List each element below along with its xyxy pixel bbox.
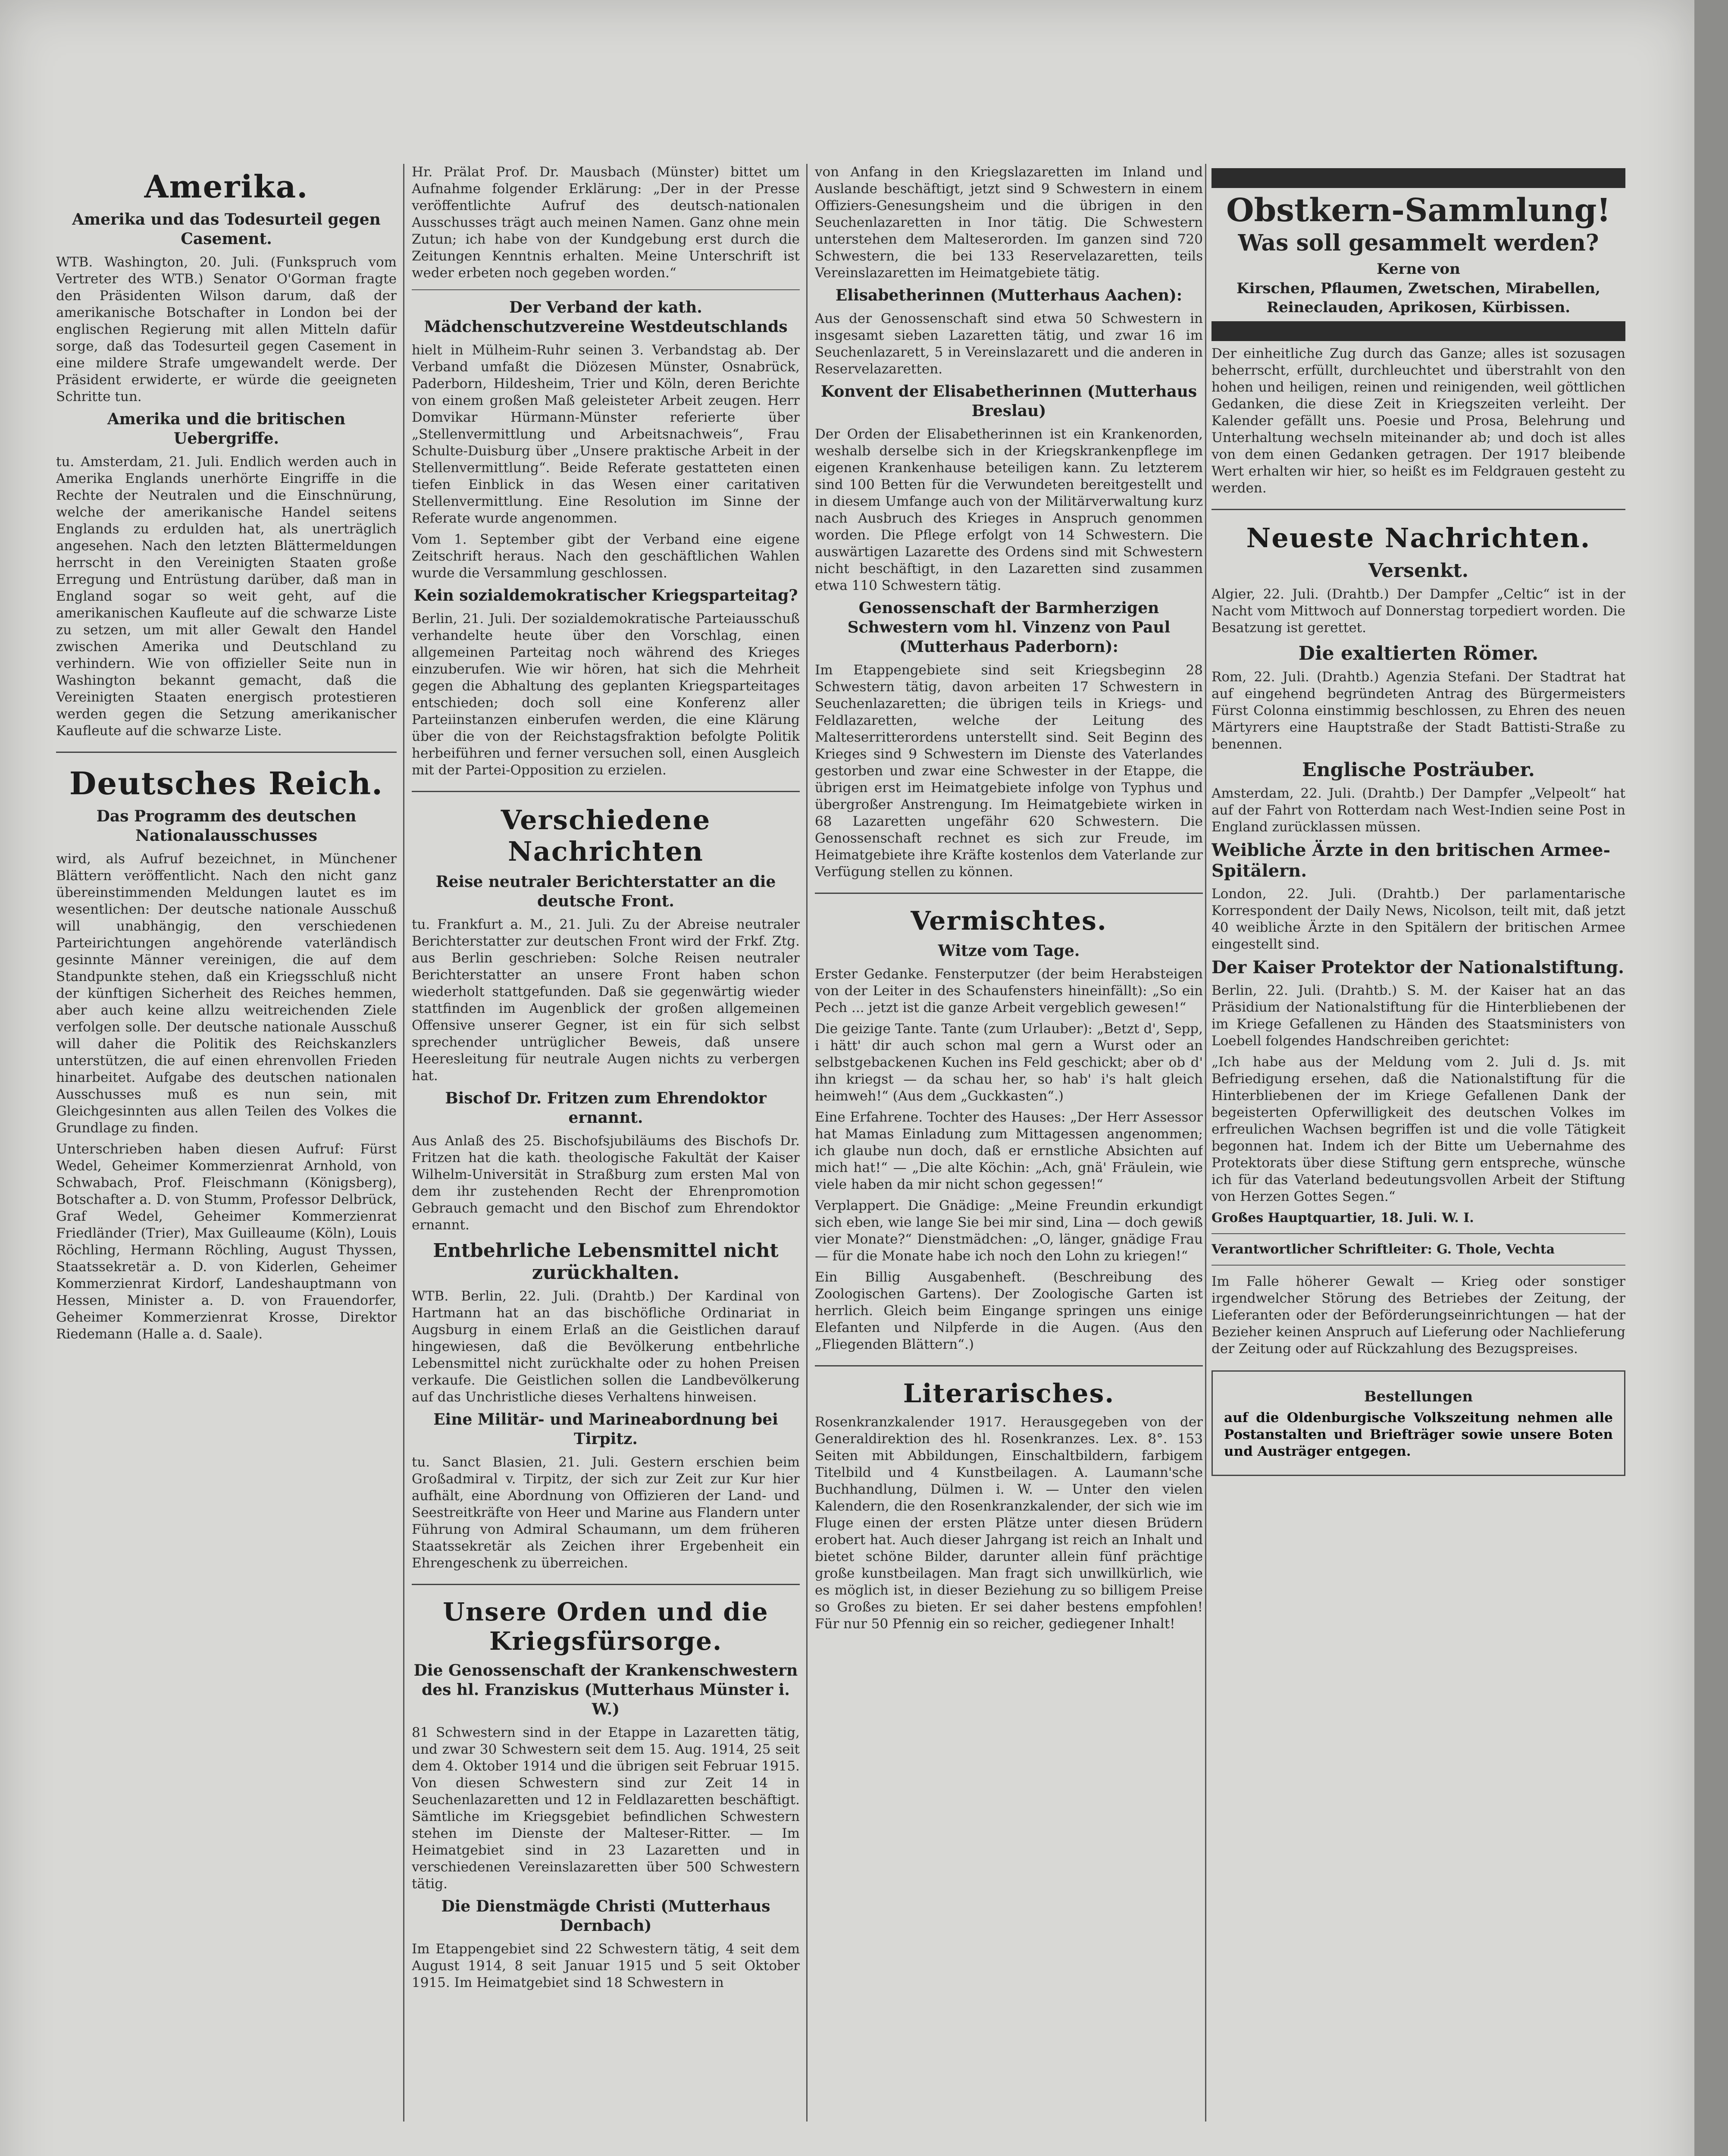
article-title: Die Dienstmägde Christi (Mutterhaus Dernbach) <box>441 1897 770 1935</box>
section-heading-neueste-nachrichten: Neueste Nachrichten. <box>1246 522 1591 554</box>
divider <box>1211 509 1625 510</box>
article-title: Das Programm des deutschen Nationalausschusses <box>96 807 357 845</box>
ad-bar <box>1211 168 1625 188</box>
box-heading: Bestellungen <box>1364 1388 1473 1405</box>
article-text: Erster Gedanke. Fensterputzer (der beim Herabsteigen von der Leiter in des Schaufensters hineinfällt): „So ein Pech ... jetzt ist die ganze Arbeit vergeblich gewesen!“ <box>815 966 1203 1015</box>
divider <box>412 289 800 290</box>
article-heading: Entbehrliche Lebensmittel nicht zurückhalten. <box>433 1240 779 1284</box>
article-text: tu. Frankfurt a. M., 21. Juli. Zu der Abreise neutraler Berichterstatter zur deutschen Front wird der Frkf. Ztg. aus Berlin geschrieben: Solche Reisen neutraler Berichterstatter an unsere Front haben schon wiederholt stattgefunden. Daß sie gegenwärtig wieder stattfinden im Augenblick der großen allgemeinen Offensive unserer Gegner, ist ein für sich selbst sprechender untrüglicher Beweis, daß unsere Heeresleitung für neutrale Augen nichts zu verbergen hat. <box>412 917 800 1084</box>
divider <box>56 752 397 753</box>
article-title: Konvent der Elisabetherinnen (Mutterhaus Breslau) <box>820 382 1197 420</box>
editor-line: Verantwortlicher Schriftleiter: G. Thole, Vechta <box>1211 1241 1555 1257</box>
article-heading: Weibliche Ärzte in den britischen Armee-Spitälern. <box>1211 840 1611 881</box>
article-heading: Die exaltierten Römer. <box>1298 642 1539 664</box>
section-heading-amerika: Amerika. <box>144 168 309 205</box>
article-heading: Der Kaiser Protektor der Nationalstiftung. <box>1211 957 1624 978</box>
article-text: „Ich habe aus der Meldung vom 2. Juli d. Js. mit Befriedigung ersehen, daß die Nationalstiftung für die Hinterbliebenen der im Kriege Gefallenen Dank der begeisterten Opferwilligkeit des deutschen Volkes im erfreulichen Wachsen begriffen ist und die volle Tätigkeit begonnen hat. Indem ich der Bitte um Uebernahme des Protektorats über diese Stiftung gern entspreche, wünsche ich für das Vaterland bedeutungsvollen Arbeit der Stiftung von Herzen Gottes Segen.“ <box>1211 1054 1625 1204</box>
ad-bar <box>1211 321 1625 341</box>
article-text: Im Etappengebiet sind 22 Schwestern tätig, 4 seit dem August 1914, 8 seit Januar 1915 und 5 seit Oktober 1915. Im Heimatgebiet sind 18 Schwestern in <box>412 1941 800 1990</box>
article-text: Aus der Genossenschaft sind etwa 50 Schwestern in insgesamt sieben Lazaretten tätig, und zwar 16 im Seuchenlazarett, 5 in Vereinslazarett und die anderen in Reservelazaretten. <box>815 311 1203 377</box>
article-title: Witze vom Tage. <box>938 942 1080 960</box>
signature-line: Großes Hauptquartier, 18. Juli. W. I. <box>1211 1210 1474 1225</box>
column-4 <box>1211 164 1625 2130</box>
article-title: Amerika und die britischen Uebergriffe. <box>107 410 346 448</box>
page-edge-shadow <box>1694 0 1728 2156</box>
article-title: Eine Militär- und Marineabordnung bei Tirpitz. <box>433 1410 778 1448</box>
divider <box>1211 1265 1625 1266</box>
article-text: Algier, 22. Juli. (Drahtb.) Der Dampfer „Celtic“ ist in der Nacht vom Mittwoch auf Donnerstag torpediert worden. Die Besatzung ist gerettet. <box>1211 586 1625 636</box>
column-rule <box>806 164 808 2122</box>
article-title: Bischof Dr. Fritzen zum Ehrendoktor ernannt. <box>445 1089 767 1127</box>
article-text: Unterschrieben haben diesen Aufruf: Fürst Wedel, Geheimer Kommerzienrat Arnhold, von Schwabach, Prof. Fleischmann (Königsberg), Botschafter a. D. von Stumm, Professor Delbrück, Graf Wedel, Geheimer Kommerzienrat Friedländer (Trier), Max Guilleaume (Köln), Louis Röchling, Hermann Röchling, August Thyssen, Staatssekretär a. D. von Kiderlen, Geheimer Kommerzienrat Kirdorf, Landeshauptmann von Hessen, Minister a. D. von Frauendorfer, Geheimer Kommerzienrat Krosse, Direktor Riedemann (Halle a. d. Saale). <box>56 1141 397 1342</box>
section-heading-literarisches: Literarisches. <box>903 1379 1115 1409</box>
ad-question: Was soll gesammelt werden? <box>1238 230 1599 257</box>
article-text: Rosenkranzkalender 1917. Herausgegeben von der Generaldirektion des hl. Rosenkranzes. Lex. 8°. 153 Seiten mit Abbildungen, Einschaltbildern, farbigem Titelbild und 4 Kunstbeilagen. A. Laumann'sche Buchhandlung, Dülmen i. W. — Unter den vielen Kalendern, die den Rosenkranzkalender, der sich wie im Fluge einen der ersten Plätze unter diesen Brüdern erobert hat. Auch dieser Jahrgang ist reich an Inhalt und bietet schöne Bilder, darunter allein fünf prächtige große kunstbeilagen. Man fragt sich unwillkürlich, wie es möglich ist, in dieser Beziehung zu so billigem Preise so Großes zu bieten. Er sei daher bestens empfohlen! Für nur 50 Pfennig ein so reicher, gediegener Inhalt! <box>815 1414 1203 1632</box>
notice-text: Im Falle höherer Gewalt — Krieg oder sonstiger irgendwelcher Störung des Betriebes der Zeitung, der Lieferanten oder der Beförderungseinrichtungen — hat der Bezieher keinen Anspruch auf Lieferung oder Nachlieferung der Zeitung oder auf Rückzahlung des Bezugspreises. <box>1211 1273 1625 1357</box>
article-title: Reise neutraler Berichterstatter an die deutsche Front. <box>435 873 776 910</box>
article-heading: Englische Posträuber. <box>1302 758 1535 781</box>
article-title: Der Verband der kath. Mädchenschutzvereine Westdeutschlands <box>424 298 788 336</box>
divider <box>412 791 800 792</box>
article-text: tu. Sanct Blasien, 21. Juli. Gestern erschien beim Großadmiral v. Tirpitz, der sich zur Zeit zur Kur hier aufhält, eine Abordnung von Offizieren der Land- und Seestreitkräfte von Heer und Marine aus Flandern unter Führung von Admiral Schaumann, um dem früheren Staatssekretär als Zeichen ihrer Ergebenheit ein Ehrengeschenk zu überreichen. <box>412 1454 800 1571</box>
article-text: 81 Schwestern sind in der Etappe in Lazaretten tätig, und zwar 30 Schwestern seit dem 15. Aug. 1914, 25 seit dem 4. Oktober 1914 und die übrigen seit Februar 1915. Von diesen Schwestern sind zur Zeit 14 in Seuchenlazaretten und 12 in Feldlazaretten beschäftigt. Sämtliche im Kriegsgebiet befindlichen Schwestern stehen im Dienste der Malteser-Ritter. — Im Heimatgebiet sind in 23 Lazaretten und in verschiedenen Vereinslazaretten über 500 Schwestern tätig. <box>412 1725 800 1892</box>
article-text: von Anfang in den Kriegslazaretten im Inland und Auslande beschäftigt, jetzt sind 9 Schwestern in einem Offiziers-Genesungsheim und die übrigen in den Seuchenlazaretten in Inor tätig. Die Schwestern unterstehen dem Malteserorden. Im ganzen sind 720 Schwestern, die bei 133 Reservelazaretten, teils Vereinslazaretten im Heimatgebiete tätig. <box>815 164 1203 281</box>
column-1 <box>56 164 397 2130</box>
section-heading-orden: Unsere Orden und die Kriegsfürsorge. <box>443 1597 769 1656</box>
column-rule <box>403 164 404 2122</box>
article-text: Im Etappengebiete sind seit Kriegsbeginn 28 Schwestern tätig, davon arbeiten 17 Schwestern in Seuchenlazaretten; die übrigen teils in Kriegs- und Feldlazaretten, welche der Leitung des Malteserritterordens unterstellt sind. Seit Beginn des Krieges sind 9 Schwestern im Dienste des Vaterlandes gestorben und zwar eine Schwester in der Etappe, die übrigen erst im Heimatgebiete infolge von Typhus und übergroßer Anstrengung. Im Heimatgebiete wirken in 68 Lazaretten ungefähr 620 Schwestern. Die Genossenschaft rechnet es sich zur Freude, im Heimatgebiete ihre Kräfte kostenlos dem Vaterlande zur Verfügung stellen zu können. <box>815 662 1203 880</box>
article-title: Die Genossenschaft der Krankenschwestern des hl. Franziskus (Mutterhaus Münster i. W.) <box>413 1661 798 1718</box>
column-2 <box>412 164 800 2130</box>
divider <box>815 1365 1203 1366</box>
article-text: tu. Amsterdam, 21. Juli. Endlich werden auch in Amerika Englands unerhörte Eingriffe in die Rechte der Neutralen und die Einschnürung, welche der amerikanische Handel seitens Englands zu erdulden hat, als unerträglich angesehen. Nach den letzten Blättermeldungen herrscht in den Vereinigten Staaten große Erregung und Entrüstung darüber, daß man in England sogar so weit geht, auf die amerikanischen Kaufleute auf die schwarze Liste zu setzen, um mit aller Gewalt den Handel zwischen Amerika und Deutschland zu verhindern. Wie von offizieller Seite nun in Washington bekannt gemacht, daß die Vereinigten Staaten energisch protestieren werden gegen die Setzung amerikanischer Kaufleute auf die schwarze Liste. <box>56 454 397 739</box>
article-text: Hr. Prälat Prof. Dr. Mausbach (Münster) bittet um Aufnahme folgender Erklärung: „Der in der Presse veröffentlichte Aufruf des deutsch-nationalen Ausschusses trägt auch meinen Namen. Ganz ohne mein Zutun; ich habe von der Kundgebung erst durch die Zeitungen Kenntnis erhalten. Meine Unterschrift ist weder erbeten noch gegeben worden.“ <box>412 164 800 281</box>
divider <box>1211 1233 1625 1234</box>
section-heading-vermischtes: Vermischtes. <box>911 906 1107 936</box>
column-rule <box>1205 164 1206 2122</box>
divider <box>815 893 1203 894</box>
subscription-box <box>1211 1370 1625 1476</box>
ad-title: Obstkern-Sammlung! <box>1226 192 1611 229</box>
divider <box>412 1584 800 1585</box>
article-text: Der einheitliche Zug durch das Ganze; alles ist sozusagen beherrscht, erfüllt, durchleuchtet und überstrahlt von den hohen und heiligen, reinen und reinigenden, weil göttlichen Gedanken, die diese Zeit in Kriegszeiten verleiht. Der Kalender gefällt uns. Poesie und Prosa, Belehrung und Unterhaltung wechseln miteinander ab; und doch ist alles von dem einen Gedanken getragen. Der 1917 bleibende Wert erhalten wir hier, so heißt es im Feldgrauen gesteht zu werden. <box>1211 345 1625 496</box>
article-title: Amerika und das Todesurteil gegen Casement. <box>72 210 381 248</box>
article-text: Eine Erfahrene. Tochter des Hauses: „Der Herr Assessor hat Mamas Einladung zum Mittagessen angenommen; ich glaube nun doch, daß er ernstliche Absichten auf mich hat!“ — „Die alte Köchin: „Ach, gnä' Fräulein, wie viele haben da mir nicht schon gegessen!“ <box>815 1109 1203 1192</box>
article-text: wird, als Aufruf bezeichnet, in Münchener Blättern veröffentlicht. Nach den nicht ganz übereinstimmenden Meldungen lautet es im wesentlichen: Der deutsche nationale Ausschuß will unabhängig, den verschiedenen Parteirichtungen angehörende vaterländisch gesinnte Männer vereinigen, die auf dem Standpunkte stehen, daß ein Kriegsschluß nicht der künftigen Sicherheit des Reiches hemmen, aber auch keine allzu weitreichenden Ziele verfolgen solle. Der deutsche nationale Ausschuß will daher die Politik des Reichskanzlers unterstützen, die auf einen ehrenvollen Frieden hinarbeitet. Aufgabe des deutschen nationalen Ausschusses muß es nun sein, mit Gleichgesinnten aus allen Teilen des Volkes die Grundlage zu finden. <box>56 851 397 1136</box>
article-title: Genossenschaft der Barmherzigen Schwestern vom hl. Vinzenz von Paul (Mutterhaus Paderborn): <box>847 599 1171 656</box>
article-text: Rom, 22. Juli. (Drahtb.) Agenzia Stefani. Der Stadtrat hat auf eingehend begründeten Antrag des Bürgermeisters Fürst Colonna einstimmig beschlossen, zu Ehren des neuen Märtyrers eine Hauptstraße der Stadt Battisti-Straße zu benennen. <box>1211 669 1625 752</box>
section-heading-deutsches-reich: Deutsches Reich. <box>69 765 384 802</box>
ad-list: Kirschen, Pflaumen, Zwetschen, Mirabellen, Reineclauden, Aprikosen, Kürbissen. <box>1237 279 1600 316</box>
article-text: Berlin, 22. Juli. (Drahtb.) S. M. der Kaiser hat an das Präsidium der Nationalstiftung für die Hinterbliebenen der im Kriege Gefallenen zu Händen des Staatsministers von Loebell folgendes Handschreiben gerichtet: <box>1211 982 1625 1049</box>
article-text: WTB. Berlin, 22. Juli. (Drahtb.) Der Kardinal von Hartmann hat an das bischöfliche Ordinariat in Augsburg in einem Erlaß an die Geistlichen darauf hingewiesen, daß die Bevölkerung entbehrliche Lebensmittel nicht zurückhalte oder zu hohen Preisen verkaufe. Die Geistlichen sollen die Landbevölkerung auf das Unchristliche dieses Verhaltens hinweisen. <box>412 1288 800 1405</box>
article-text: Ein Billig Ausgabenheft. (Beschreibung des Zoologischen Gartens). Der Zoologische Garten ist herrlich. Gleich beim Eingange springen uns einige Elefanten und Nilpferde in die Augen. (Aus den „Fliegenden Blättern“.) <box>815 1269 1203 1352</box>
box-text: auf die Oldenburgische Volkszeitung nehmen alle Postanstalten und Briefträger sowie unsere Boten und Austräger entgegen. <box>1224 1410 1613 1459</box>
article-title: Elisabetherinnen (Mutterhaus Aachen): <box>835 286 1183 304</box>
column-3 <box>815 164 1203 2130</box>
article-text: Vom 1. September gibt der Verband eine eigene Zeitschrift heraus. Nach den geschäftlichen Wahlen wurde die Versammlung geschlossen. <box>412 532 800 581</box>
article-text: WTB. Washington, 20. Juli. (Funkspruch vom Vertreter des WTB.) Senator O'Gorman fragte den Präsidenten Wilson darum, daß der amerikanische Botschafter in London bei der englischen Regierung mit allen Mitteln dafür sorge, daß das Todesurteil gegen Casement in eine mildere Strafe umgewandelt werde. Der Präsident erwiderte, er würde die geeigneten Schritte tun. <box>56 254 397 404</box>
article-title: Kein sozialdemokratischer Kriegsparteitag? <box>413 586 798 605</box>
section-heading-verschiedene-nachrichten: Verschiedene Nachrichten <box>501 804 711 867</box>
article-text: Die geizige Tante. Tante (zum Urlauber): „Betzt d', Sepp, i hätt' dir auch schon mal gern a Wurst oder an selbstgebackenen Kuchen ins Feld geschickt; aber ob d' ihn kriegst — da schau her, so hab' i's halt gleich heimweh!“ (Aus dem „Guckkasten“.) <box>815 1021 1203 1104</box>
article-text: London, 22. Juli. (Drahtb.) Der parlamentarische Korrespondent der Daily News, Nicolson, teilt mit, daß jetzt 40 weibliche Ärzte in den Spitälern der britischen Armee eingestellt sind. <box>1211 886 1625 952</box>
article-text: Der Orden der Elisabetherinnen ist ein Krankenorden, weshalb derselbe sich in der Kriegskrankenpflege im eigenen Krankenhause beteiligen kann. Zu letzterem sind 100 Betten für die Verwundeten bereitgestellt und in diesem Umfange auch von der Militärverwaltung kurz nach Ausbruch des Krieges in Anspruch genommen worden. Die Pflege erfolgt von 14 Schwestern. Die auswärtigen Lazarette des Ordens sind mit Schwestern nicht beschäftigt, in den Lazaretten sind zusammen etwa 110 Schwestern tätig. <box>815 426 1203 593</box>
article-text: Berlin, 21. Juli. Der sozialdemokratische Parteiausschuß verhandelte heute über den Vorschlag, einen allgemeinen Parteitag noch während des Krieges einzuberufen. Wie wir hören, hat sich die Mehrheit gegen die Abhaltung des geplanten Kriegsparteitages entschieden; doch soll eine Konferenz aller Parteiinstanzen einberufen werden, die eine Klärung über die von der Reichstagsfraktion befolgte Politik herbeiführen und ferner versuchen soll, einen Ausgleich mit der Partei-Opposition zu erzielen. <box>412 611 800 778</box>
article-text: Amsterdam, 22. Juli. (Drahtb.) Der Dampfer „Velpeolt“ hat auf der Fahrt von Rotterdam nach West-Indien seine Post in England zurücklassen müssen. <box>1211 785 1625 835</box>
article-text: Verplappert. Die Gnädige: „Meine Freundin erkundigt sich eben, wie lange Sie bei mir sind, Lina — doch gewiß vier Monate?“ Dienstmädchen: „O, länger, gnädige Frau — für die Monate habe ich noch den Lohn zu kriegen!“ <box>815 1198 1203 1264</box>
article-text: Aus Anlaß des 25. Bischofsjubiläums des Bischofs Dr. Fritzen hat die kath. theologische Fakultät der Kaiser Wilhelm-Universität in Straßburg zum ersten Mal von dem ihr zustehenden Recht der Ehrenpromotion Gebrauch gemacht und den Bischof zum Ehrendoktor ernannt. <box>412 1133 800 1233</box>
article-heading: Versenkt. <box>1368 559 1469 582</box>
article-text: hielt in Mülheim-Ruhr seinen 3. Verbandstag ab. Der Verband umfaßt die Diözesen Münster, Osnabrück, Paderborn, Hildesheim, Trier und Köln, deren Berichte von einem großen Maß geleisteter Arbeit zeugen. Herr Domvikar Hürmann-Münster referierte über „Stellenvermittlung und Arbeitsnachweis“, Frau Schulte-Duisburg über „Unsere praktische Arbeit in der Stellenvermittlung“. Beide Referate gestatteten einen tiefen Einblick in das Wesen einer caritativen Stellenvermittlung. Eine Resolution im Sinne der Referate wurde angenommen. <box>412 342 800 526</box>
ad-label: Kerne von <box>1377 260 1460 278</box>
